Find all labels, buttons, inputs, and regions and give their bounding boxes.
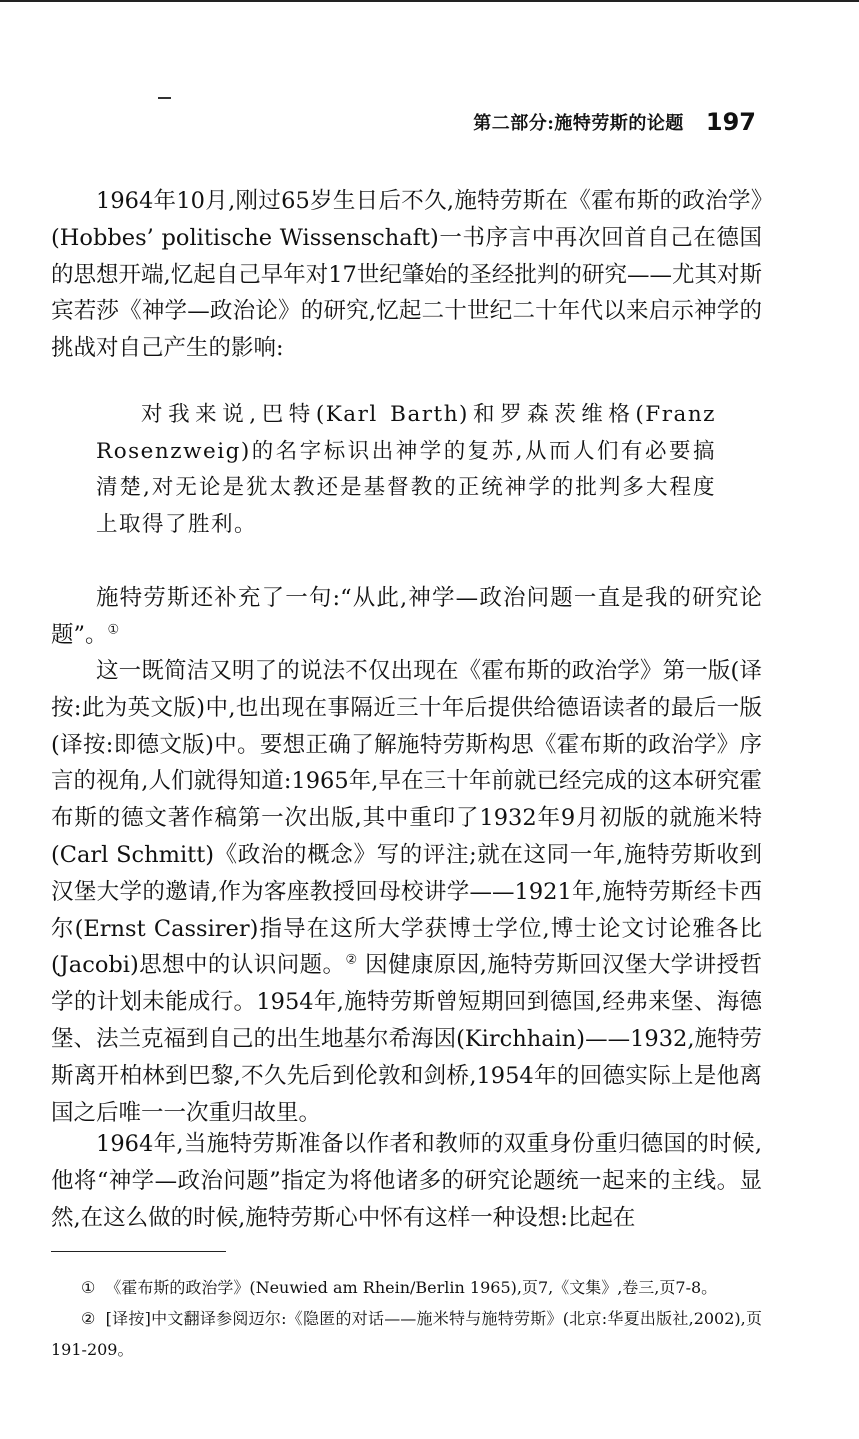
footnote-1-text: 《霍布斯的政治学》(Neuwied am Rhein/Berlin 1965),页7,《文集》,卷三,页7-8。 — [105, 1278, 718, 1297]
paragraph-3-text-b: 因健康原因,施特劳斯回汉堡大学讲授哲学的计划未能成行。1954年,施特劳斯曾短期回到德国,经弗来堡、海德堡、法兰克福到自己的出生地基尔希海因(Kirchhain)——1932,施特劳斯离开柏林到巴黎,不久先后到伦敦和剑桥,1954年的回德实际上是他离国之后唯一一次重归故里。 — [51, 952, 762, 1126]
footnote-2 — [51, 1303, 762, 1365]
footnote-1-mark: ① — [81, 1278, 96, 1297]
paragraph-3 — [51, 653, 762, 1131]
footnote-2-text: [译按]中文翻译参阅迈尔:《隐匿的对话——施米特与施特劳斯》(北京:华夏出版社,2002),页191-209。 — [51, 1309, 762, 1359]
footnote-1 — [51, 1272, 762, 1303]
paragraph-3-text-a: 这一既简洁又明了的说法不仅出现在《霍布斯的政治学》第一版(译按:此为英文版)中,也出现在事隔近三十年后提供给德语读者的最后一版(译按:即德文版)中。要想正确了解施特劳斯构思《霍布斯的政治学》序言的视角,人们就得知道:1965年,早在三十年前就已经完成的这本研究霍布斯的德文著作稿第一次出版,其中重印了1932年9月初版的就施米特(Carl Schmitt)《政治的概念》写的评注;就在这同一年,施特劳斯收到汉堡大学的邀请,作为客座教授回母校讲学——1921年,施特劳斯经卡西尔(Ernst Cassirer)指导在这所大学获博士学位,博士论文讨论雅各比(Jacobi)思想中的认识问题。 — [51, 658, 762, 979]
block-quote: 对我来说,巴特(Karl Barth)和罗森茨维格(Franz Rosenzweig)的名字标识出神学的复苏,从而人们有必要搞清楚,对无论是犹太教还是基督教的正统神学的批判多大程度上取得了胜利。 — [96, 402, 716, 537]
paragraph-2 — [51, 580, 762, 654]
scan-mark — [158, 97, 171, 99]
paragraph-1: 1964年10月,刚过65岁生日后不久,施特劳斯在《霍布斯的政治学》(Hobbes’ politische Wissenschaft)一书序言中再次回首自己在德国的思想开端,忆起自己早年对17世纪肇始的圣经批判的研究——尤其对斯宾若莎《神学—政治论》的研究,忆起二十世纪二十年代以来启示神学的挑战对自己产生的影响: — [51, 188, 762, 362]
footnote-ref-1[interactable]: ① — [107, 622, 120, 638]
footnote-ref-2[interactable]: ② — [345, 952, 358, 968]
page-number: 197 — [705, 108, 756, 136]
running-header — [0, 108, 756, 142]
paragraph-2-text: 施特劳斯还补充了一句:“从此,神学—政治问题一直是我的研究论题”。 — [51, 585, 762, 648]
footnotes — [51, 1272, 762, 1365]
paragraph-4: 1964年,当施特劳斯准备以作者和教师的双重身份重归德国的时候,他将“神学—政治问题”指定为将他诸多的研究论题统一起来的主线。显然,在这么做的时候,施特劳斯心中怀有这样一种设想:比起在 — [51, 1131, 762, 1231]
footnote-2-mark: ② — [81, 1309, 96, 1328]
page-top-edge — [0, 0, 859, 2]
footnote-divider — [51, 1251, 226, 1252]
running-title: 第二部分:施特劳斯的论题 — [473, 113, 684, 134]
